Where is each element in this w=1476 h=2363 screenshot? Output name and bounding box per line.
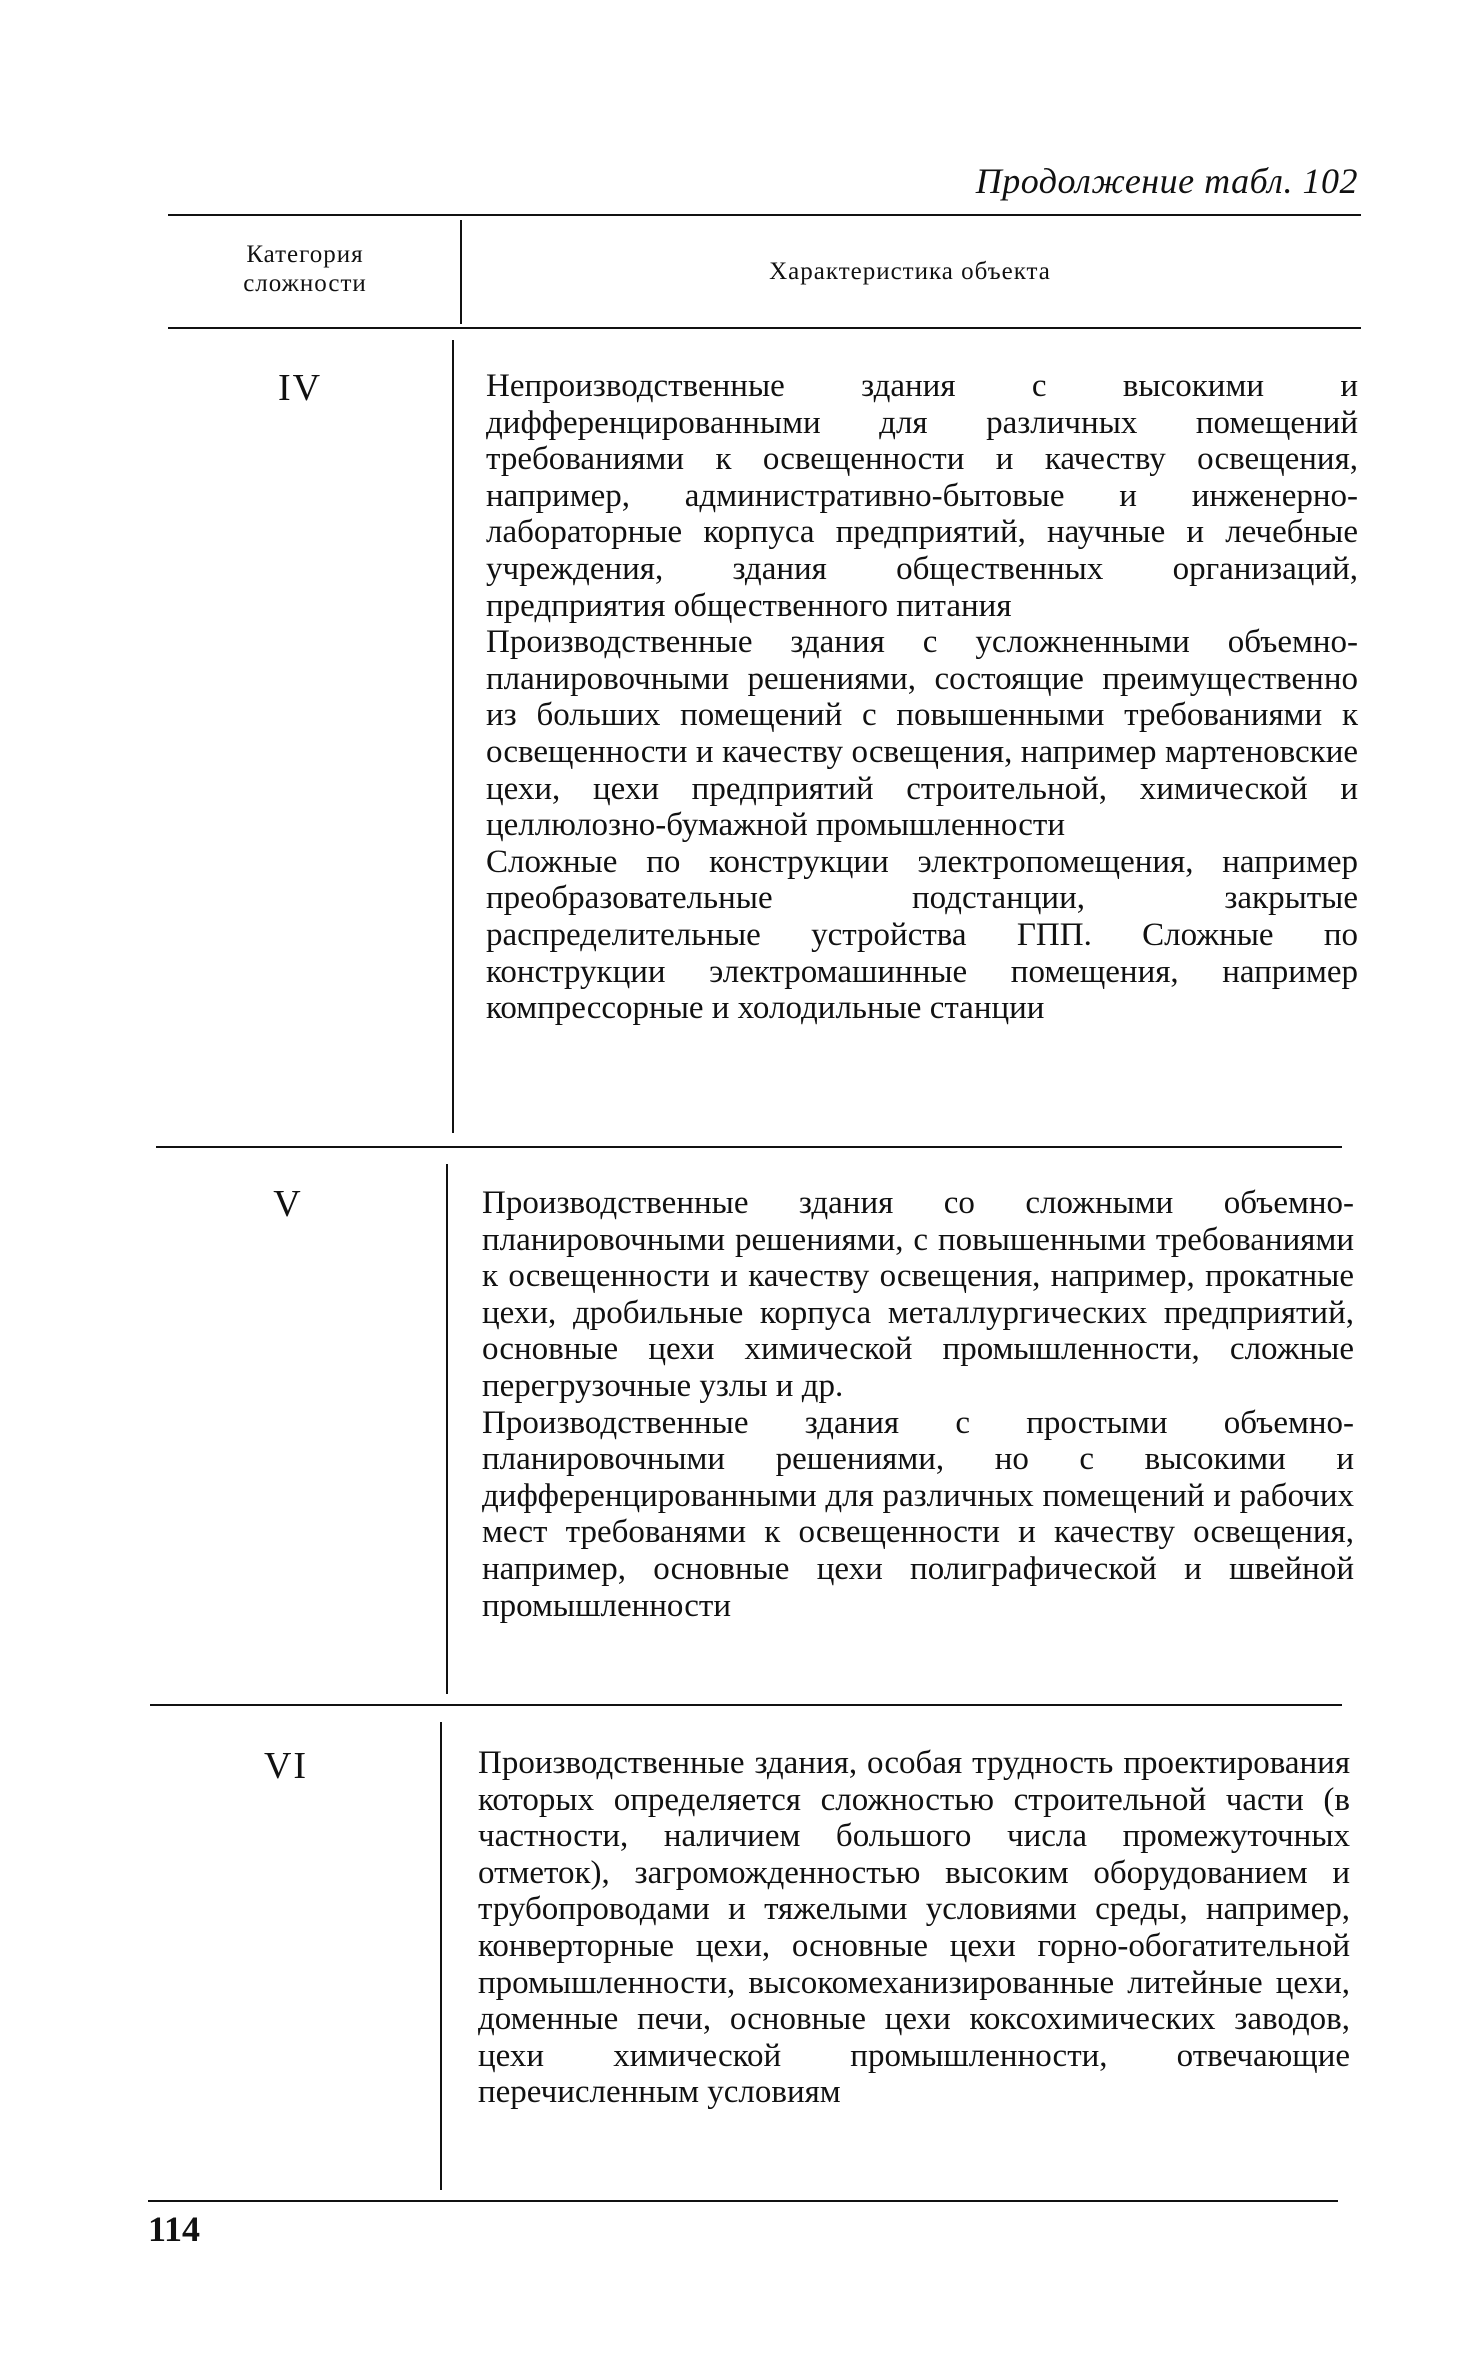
row-vi-divider [440, 1722, 442, 2190]
row-v-paragraph: Производственные здания с простыми объемно-планировочными решениями, но с высокими и дифференцированными для различных помещений и рабочих мест требованями к освещенности и качеству освещения, например, основные цехи полиграфической и швейной промышленности [482, 1404, 1354, 1624]
header-bottom-rule [168, 327, 1361, 329]
row-vi-characteristic [478, 1745, 1350, 2111]
page-number: 114 [148, 2209, 201, 2249]
row-v-characteristic [482, 1185, 1354, 1624]
row-category-vi: VI [263, 1745, 309, 1787]
table-continuation-caption: Продолжение табл. 102 [975, 161, 1358, 201]
header-column-divider [460, 220, 462, 324]
row-iv-paragraph: Производственные здания с усложненными объемно-планировочными решениями, состоящие преимущественно из больших помещений с повышенными требованиями к освещенности и качеству освещения, например мартеновские цехи, цехи предприятий строительной, химической и целлюлозно-бумажной промышленности [486, 624, 1358, 844]
row-iv-divider [452, 340, 454, 1133]
row-v-bottom-rule [150, 1704, 1342, 1706]
row-v-paragraph: Производственные здания со сложными объемно-планировочными решениями, с повышенными требованиями к освещенности и качеству освещения, например, прокатные цехи, дробильные корпуса металлургических предприятий, основные цехи химической промышленности, сложные перегрузочные узлы и др. [482, 1185, 1354, 1404]
row-iv-characteristic [486, 368, 1358, 1027]
row-iv-paragraph: Непроизводственные здания с высокими и дифференцированными для различных помещений требованиями к освещенности и качеству освещения, например, административно-бытовые и инженерно-лабораторные корпуса предприятий, научные и лечебные учреждения, здания общественных организаций, предприятия общественного питания [486, 368, 1358, 624]
table-top-rule [168, 214, 1361, 216]
column-header-characteristic: Характеристика объекта [769, 258, 1051, 285]
table-bottom-rule [148, 2200, 1338, 2202]
row-vi-paragraph: Производственные здания, особая трудность проектирования которых определяется сложностью строительной части (в частности, наличием большого числа промежуточных отметок), загроможденностью высоким оборудованием и трубопроводами и тяжелыми условиями среды, например, конверторные цехи, основные цехи горно-обогатительной промышленности, высокомеханизированные литейные цехи, доменные печи, основные цехи коксохимических заводов, цехи химической промышленности, отвечающие перечисленным условиям [478, 1745, 1350, 2111]
row-category-iv: IV [277, 367, 323, 409]
column-header-category: Категория сложности [243, 241, 367, 297]
row-iv-bottom-rule [156, 1146, 1342, 1148]
row-v-divider [446, 1164, 448, 1694]
row-iv-paragraph: Сложные по конструкции электропомещения, например преобразовательные подстанции, закрытые распределительные устройства ГПП. Сложные по конструкции электромашинные помещения, например компрессорные и холодильные станции [486, 843, 1358, 1027]
row-category-v: V [273, 1183, 303, 1225]
